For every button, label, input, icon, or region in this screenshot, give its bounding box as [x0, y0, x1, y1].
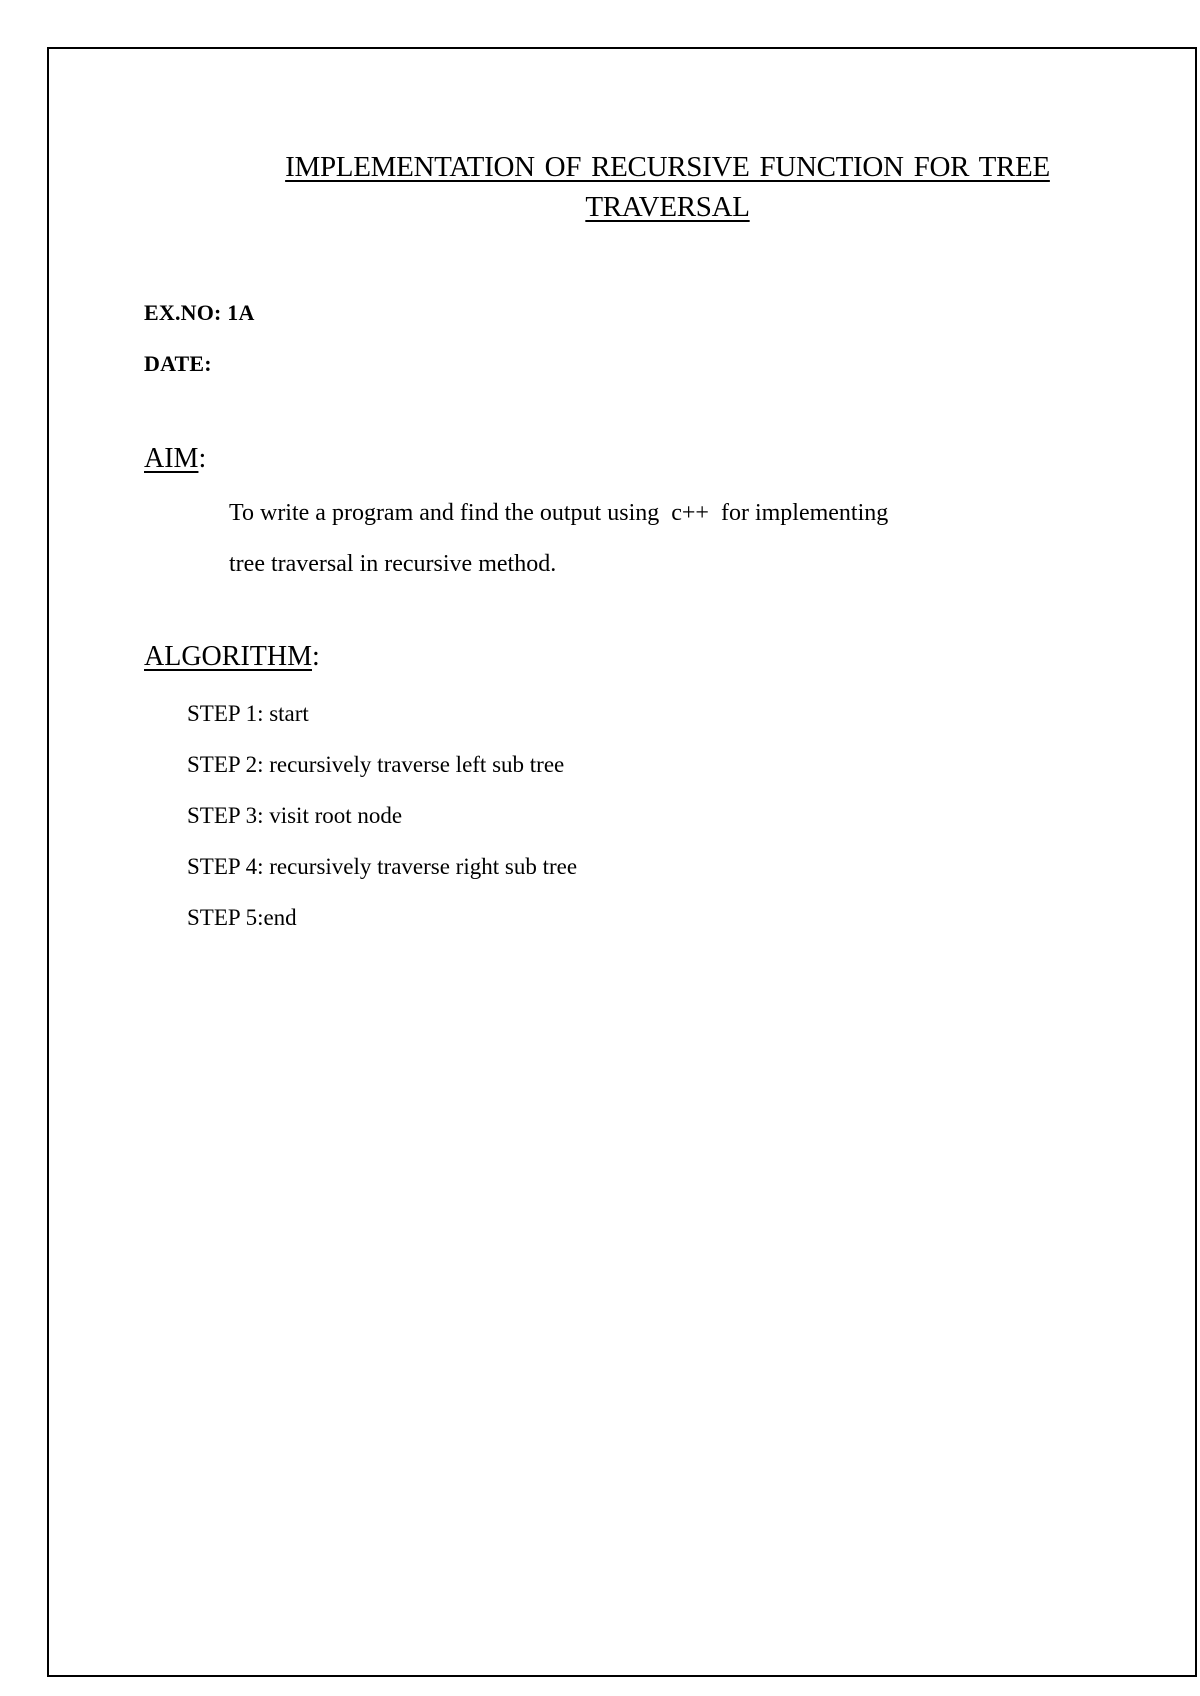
document-title: IMPLEMENTATION OF RECURSIVE FUNCTION FOR TREE TRAVERSAL — [285, 151, 1050, 223]
algorithm-step: STEP 3: visit root node — [187, 803, 403, 828]
algorithm-steps — [187, 700, 577, 955]
aim-heading-colon: : — [198, 443, 207, 474]
algorithm-step: STEP 2: recursively traverse left sub tree — [187, 752, 565, 777]
date-label: DATE: — [144, 351, 212, 376]
aim-text-line: To write a program and find the output using c++ for implementing — [229, 500, 889, 526]
exercise-number: EX.NO: 1A — [144, 300, 255, 325]
algorithm-heading — [144, 641, 320, 673]
algorithm-heading-text: ALGORITHM — [144, 641, 312, 672]
algorithm-heading-colon: : — [312, 641, 320, 672]
aim-heading-text: AIM — [144, 443, 199, 474]
algorithm-step: STEP 5:end — [187, 905, 297, 930]
algorithm-step: STEP 1: start — [187, 701, 309, 726]
aim-heading — [144, 443, 206, 475]
algorithm-step: STEP 4: recursively traverse right sub tree — [187, 854, 578, 879]
aim-text-line: tree traversal in recursive method. — [229, 551, 557, 577]
